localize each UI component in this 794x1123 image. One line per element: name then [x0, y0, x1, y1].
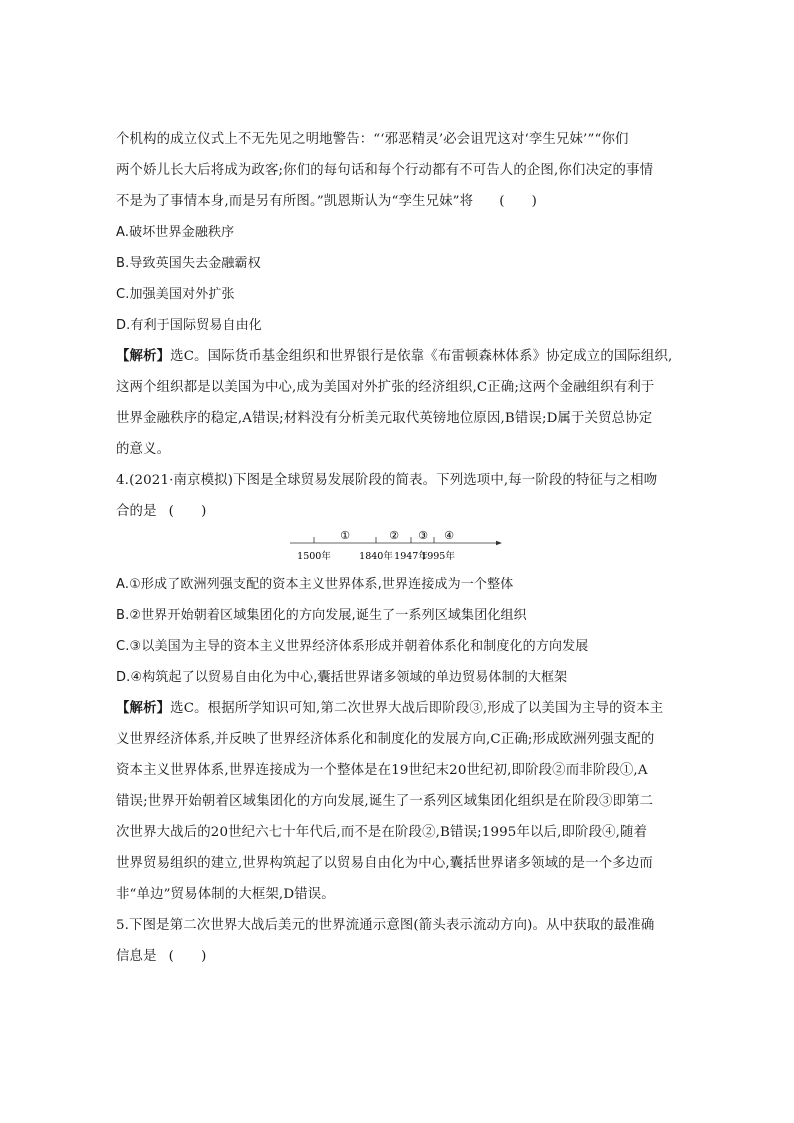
q4-analysis-line: 世界贸易组织的建立,世界构筑起了以贸易自由化为中心,囊括世界诸多领域的是一个多边而 — [116, 856, 653, 871]
timeline-year-1840: 1840年 — [359, 551, 393, 562]
q4-analysis-line: 义世界经济体系,并反映了世界经济体系化和制度化的发展方向,C正确;形成欧洲列强支配的 — [116, 732, 655, 747]
q4-analysis-tag: 【解析】 — [116, 700, 171, 716]
timeline-year-1947: 1947年 — [394, 551, 428, 562]
trade-stage-timeline — [116, 527, 694, 569]
q3-analysis-line: 这两个组织都是以美国为中心,成为美国对外扩张的经济组织,C正确;这两个金融组织有利于 — [116, 380, 655, 395]
q4-answer-bracket: ( ) — [168, 504, 207, 519]
q4-analysis-line: 次世界大战后的20世纪六七十年代后,而不是在阶段②,B错误;1995年以后,即阶段④,随着 — [116, 825, 648, 840]
timeline-stage-1: ① — [340, 529, 350, 542]
q4-option-b: B.②世界开始朝着区域集团化的方向发展,诞生了一系列区域集团化组织 — [116, 608, 527, 623]
timeline-year-1500: 1500年 — [297, 551, 331, 562]
timeline-figure — [284, 527, 504, 567]
q4-option-c: C.③以美国为主导的资本主义世界经济体系形成并朝着体系化和制度化的方向发展 — [116, 639, 589, 654]
q5-answer-bracket: ( ) — [168, 949, 207, 964]
q4-analysis-line: 错误;世界开始朝着区域集团化的方向发展,诞生了一系列区域集团化组织是在阶段③即第二 — [116, 794, 654, 809]
q3-analysis-line: 的意义。 — [116, 442, 171, 457]
q4-stem-text: 合的是 — [116, 504, 157, 519]
q3-stem-line: 个机构的成立仪式上不无先见之明地警告：“‘邪恶精灵’必会诅咒这对‘孪生兄妹’”“你们 — [116, 132, 629, 147]
q3-option-b: B.导致英国失去金融霸权 — [116, 256, 261, 271]
q3-stem-text: 不是为了事情本身,而是另有所图。”凯恩斯认为“孪生兄妹”将 — [116, 194, 474, 209]
q3-option-c: C.加强美国对外扩张 — [116, 287, 235, 302]
timeline-stage-3: ③ — [418, 529, 428, 542]
q4-stem-line: 4.(2021·南京模拟)下图是全球贸易发展阶段的简表。下列选项中,每一阶段的特征与之相吻 — [116, 473, 658, 488]
q5-stem-line: 5.下图是第二次世界大战后美元的世界流通示意图(箭头表示流动方向)。从中获取的最准确 — [116, 918, 655, 933]
q4-stem-line — [116, 496, 694, 527]
timeline-stage-2: ② — [389, 529, 399, 542]
q3-answer-bracket: ( ) — [499, 194, 538, 209]
q3-analysis-line — [116, 341, 694, 372]
q4-analysis-text: 选C。根据所学知识可知,第二次世界大战后即阶段③,形成了以美国为主导的资本主 — [170, 701, 664, 716]
q5-stem-text: 信息是 — [116, 949, 157, 964]
q4-option-d: D.④构筑起了以贸易自由化为中心,囊括世界诸多领域的单边贸易体制的大框架 — [116, 670, 568, 685]
q3-stem-line: 两个娇儿长大后将成为政客;你们的每句话和每个行动都有不可告人的企图,你们决定的事情 — [116, 163, 654, 178]
timeline-stage-4: ④ — [444, 529, 454, 542]
q3-analysis-text: 选C。国际货币基金组织和世界银行是依靠《布雷顿森林体系》协定成立的国际组织, — [170, 349, 673, 364]
q3-option-a: A.破坏世界金融秩序 — [116, 225, 235, 240]
q3-option-d: D.有利于国际贸易自由化 — [116, 318, 262, 333]
q3-stem-line — [116, 186, 694, 217]
q4-analysis-line: 资本主义世界体系,世界连接成为一个整体是在19世纪末20世纪初,即阶段②而非阶段①,A — [116, 763, 648, 778]
q4-option-a: A.①形成了欧洲列强支配的资本主义世界体系,世界连接成为一个整体 — [116, 577, 514, 592]
q3-analysis-tag: 【解析】 — [116, 348, 171, 364]
q5-stem-line — [116, 941, 694, 972]
q4-analysis-line: 非“单边”贸易体制的大框架,D错误。 — [116, 887, 335, 902]
document-page — [116, 124, 694, 972]
timeline-year-1995: 1995年 — [421, 551, 455, 562]
q4-analysis-line — [116, 693, 694, 724]
timeline-arrow-icon — [496, 541, 502, 545]
q3-analysis-line: 世界金融秩序的稳定,A错误;材料没有分析美元取代英镑地位原因,B错误;D属于关贸总协定 — [116, 411, 653, 426]
